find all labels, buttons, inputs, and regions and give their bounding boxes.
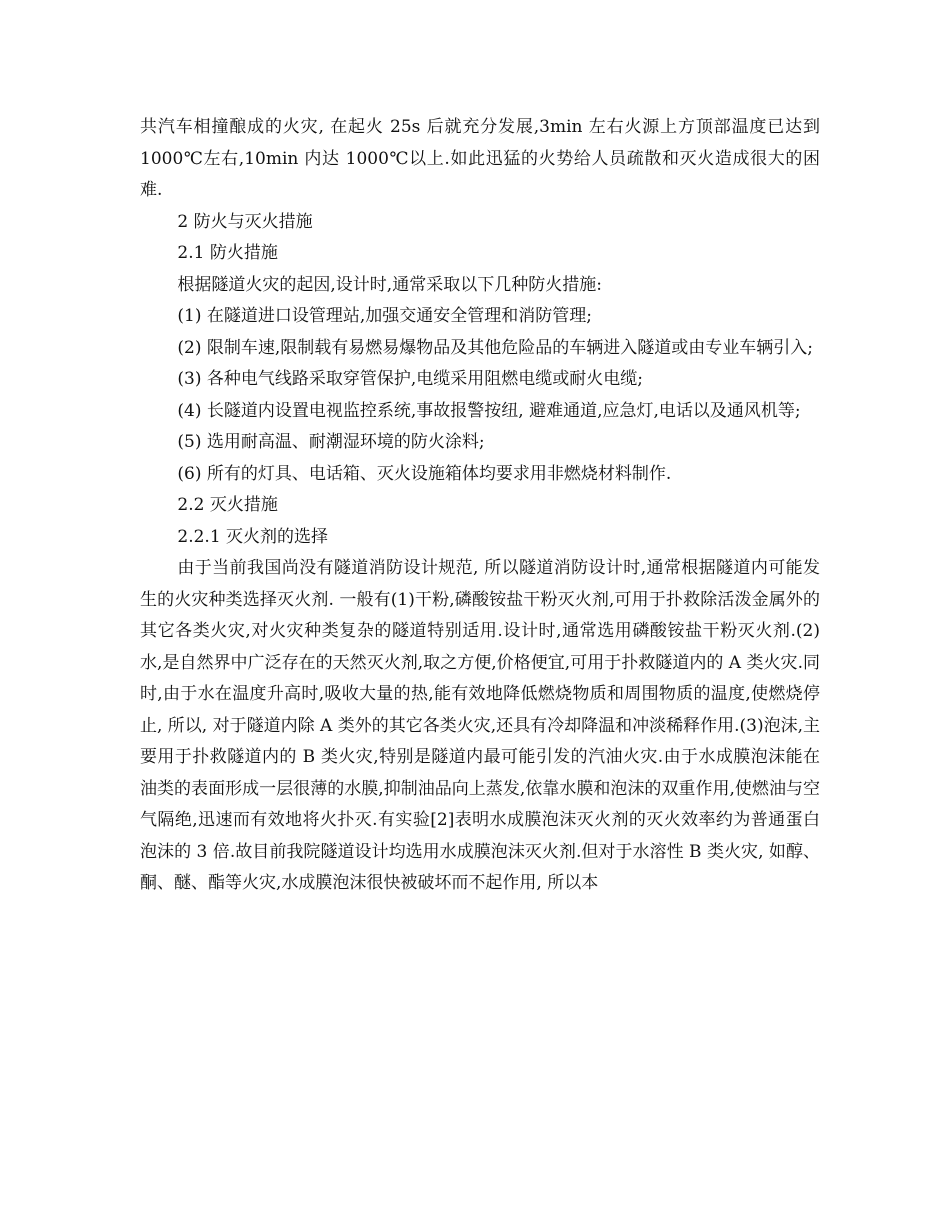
list-item-5: (5) 选用耐高温、耐潮湿环境的防火涂料; [177, 432, 485, 452]
paragraph-fire-prevention-intro: 根据隧道火灾的起因,设计时,通常采取以下几种防火措施: [177, 274, 602, 295]
section-heading-2: 2 防火与灭火措施 [177, 211, 313, 232]
list-item-3: (3) 各种电气线路采取穿管保护,电缆采用阻燃电缆或耐火电缆; [177, 369, 644, 389]
paragraph-extinguishing-agents: 由于当前我国尚没有隧道消防设计规范, 所以隧道消防设计时,通常根据隧道内可能发生的火灾种类选择灭火剂. 一般有(1)干粉,磷酸铵盐干粉灭火剂,可用于扑救除活泼金属外的其它各类火灾,对火灾种类复杂的隧道特别适用.设计时,通常选用磷酸铵盐干粉灭火剂.(2)水,是自然界中广泛存在的天然灭火剂,取之方便,价格便宜,可用于扑救隧道内的 A 类火灾.同时,由于水在温度升高时,吸收大量的热,能有效地降低燃烧物质和周围物质的温度,使燃烧停止, 所以, 对于隧道内除 A 类外的其它各类火灾,还具有冷却降温和冲淡稀释作用.(3)泡沫,主要用于扑救隧道内的 B 类火灾,特别是隧道内最可能引发的汽油火灾.由于水成膜泡沫能在油类的表面形成一层很薄的水膜,抑制油品向上蒸发,依靠水膜和泡沫的双重作用,使燃油与空气隔绝,迅速而有效地将火扑灭.有实验[2]表明水成膜泡沫灭火剂的灭火效率约为普通蛋白泡沫的 3 倍.故目前我院隧道设计均选用水成膜泡沫灭火剂.但对于水溶性 B 类火灾, 如醇、酮、醚、酯等火灾,水成膜泡沫很快被破坏而不起作用, 所以本 [140, 558, 820, 893]
list-item-6: (6) 所有的灯具、电话箱、灭火设施箱体均要求用非燃烧材料制作. [177, 463, 672, 484]
subsection-heading-2-2-1: 2.2.1 灭火剂的选择 [177, 526, 329, 547]
list-item-2: (2) 限制车速,限制载有易燃易爆物品及其他危险品的车辆进入隧道或由专业车辆引入; [177, 337, 814, 358]
paragraph-intro-continuation: 共汽车相撞酿成的火灾, 在起火 25s 后就充分发展,3min 左右火源上方顶部温度已达到 1000℃左右,10min 内达 1000℃以上.如此迅猛的火势给人员疏散和灭火造成很大的困难. [140, 117, 820, 200]
document-body [140, 112, 820, 900]
subsection-heading-2-2: 2.2 灭火措施 [177, 495, 278, 515]
list-item-1: (1) 在隧道进口设管理站,加强交通安全管理和消防管理; [177, 306, 593, 326]
subsection-heading-2-1: 2.1 防火措施 [177, 243, 278, 263]
list-item-4: (4) 长隧道内设置电视监控系统,事故报警按纽, 避难通道,应急灯,电话以及通风机等; [177, 400, 801, 421]
